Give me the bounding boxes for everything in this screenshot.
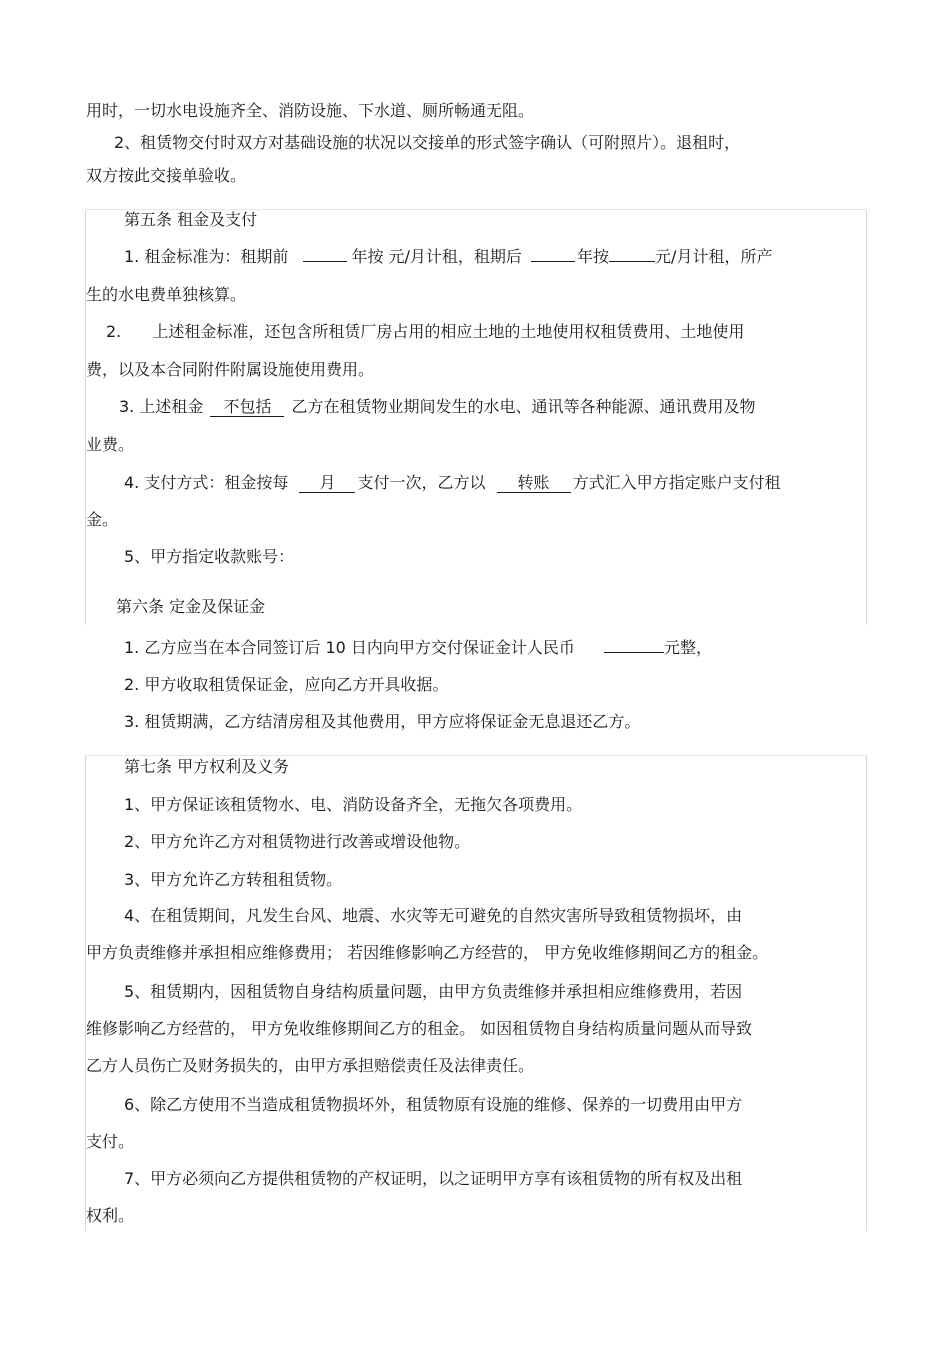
article-5-item-1-text-b: 年按 元/月计租，租期后 [351,247,522,266]
article-7-title: 第七条 甲方权利及义务 [124,757,290,776]
article-6-item-3: 3. 租赁期满，乙方结清房租及其他费用，甲方应将保证金无息退还乙方。 [124,712,641,731]
article-5-title: 第五条 租金及支付 [124,210,258,229]
article-5-item-3-text-b: 乙方在租赁物业期间发生的水电、通讯等各种能源、通讯费用及物 [291,397,756,416]
rent-after-amount-blank [609,261,655,262]
article-7-item-7-line-2: 权利。 [86,1206,135,1225]
article-6-item-1 [124,638,712,658]
article-5-item-4 [124,473,781,493]
article-5-item-1-text-a: 1. 租金标准为：租期前 [124,247,289,266]
article-5-item-4-text-a: 4. 支付方式：租金按每 [124,473,289,492]
article-5-item-1-text-d: 元/月计租，所产 [655,247,773,266]
article-5-item-4-text-c: 方式汇入甲方指定账户支付租 [572,473,781,492]
article-5-item-2 [106,322,744,342]
article-5-item-1-cont: 生的水电费单独核算。 [86,285,247,304]
article-5-item-4-text-b: 支付一次，乙方以 [357,473,486,492]
article-5-item-2-cont: 费，以及本合同附件附属设施使用费用。 [86,360,375,379]
rent-exclusion-value: 不包括 [210,398,284,417]
article-7-item-1: 1、甲方保证该租赁物水、电、消防设备齐全，无拖欠各项费用。 [124,795,583,814]
article-5-item-3-text-a: 3. 上述租金 [119,397,204,416]
article-7-item-7-line-1: 7、甲方必须向乙方提供租赁物的产权证明，以之证明甲方享有该租赁物的所有权及出租 [124,1169,743,1188]
article-5-item-5: 5、甲方指定收款账号： [124,547,295,566]
article-5-item-1-text-c: 年按 [577,247,610,266]
payment-method-value: 转账 [497,474,571,493]
intro-line-2: 2、租赁物交付时双方对基础设施的状况以交接单的形式签字确认（可附照片）。退租时， [114,133,741,152]
deposit-amount-blank [604,652,664,653]
article-7-item-5-line-3: 乙方人员伤亡及财务损失的，由甲方承担赔偿责任及法律责任。 [86,1056,535,1075]
article-5-item-2-text: 上述租金标准，还包含所租赁厂房占用的相应土地的土地使用权租赁费用、土地使用 [152,322,745,341]
rent-period-after-years-blank [531,261,575,262]
article-7-item-5-line-2: 维修影响乙方经营的， 甲方免收维修期间乙方的租金。 如因租赁物自身结构质量问题从而导致 [86,1019,753,1038]
intro-line-1: 用时，一切水电设施齐全、消防设施、下水道、厕所畅通无阻。 [86,101,535,120]
article-6-title: 第六条 定金及保证金 [116,597,266,616]
article-7-item-5-line-1: 5、租赁期内，因租赁物自身结构质量问题，由甲方负责维修并承担相应维修费用，若因 [124,982,743,1001]
rent-period-before-years-blank [303,261,347,262]
article-7-item-4-line-1: 4、在租赁期间，凡发生台风、地震、水灾等无可避免的自然灾害所导致租赁物损坏，由 [124,906,743,925]
article-7-item-6-line-2: 支付。 [86,1132,135,1151]
article-6-item-1-text-a: 1. 乙方应当在本合同签订后 10 日内向甲方交付保证金计人民币 [124,638,575,657]
article-7-item-3: 3、甲方允许乙方转租租赁物。 [124,870,343,889]
article-6-item-1-text-b: 元整， [663,638,712,657]
article-5-item-4-cont: 金。 [86,510,119,529]
intro-line-3: 双方按此交接单验收。 [86,166,247,185]
article-7-item-4-line-2: 甲方负责维修并承担相应维修费用； 若因维修影响乙方经营的， 甲方免收维修期间乙方的租金。 [86,943,769,962]
article-5-item-1 [124,247,772,267]
article-5-item-2-num: 2. [106,322,122,341]
article-5-item-3 [119,397,756,417]
article-7-item-2: 2、甲方允许乙方对租赁物进行改善或增设他物。 [124,832,471,851]
article-5-item-3-cont: 业费。 [86,435,135,454]
payment-period-value: 月 [299,474,355,493]
article-6-item-2: 2. 甲方收取租赁保证金，应向乙方开具收据。 [124,675,449,694]
article-7-item-6-line-1: 6、除乙方使用不当造成租赁物损坏外，租赁物原有设施的维修、保养的一切费用由甲方 [124,1095,743,1114]
